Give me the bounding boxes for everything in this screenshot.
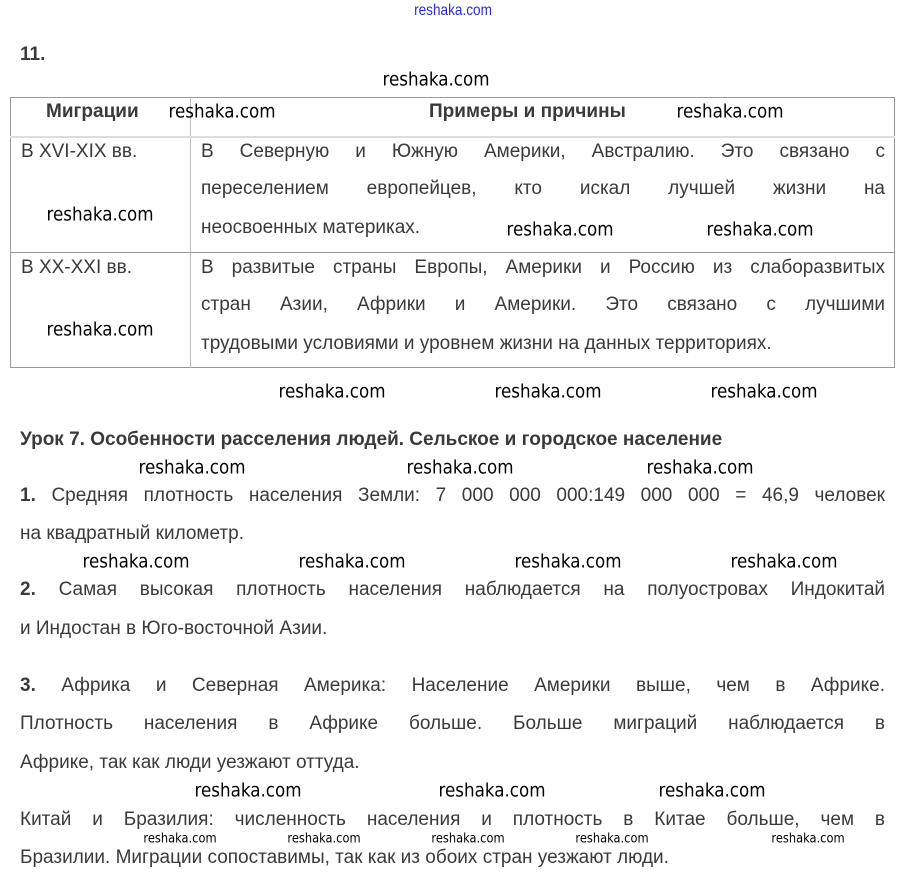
watermark: reshaka.com [287,831,361,847]
watermark: reshaka.com [706,218,814,241]
answer-text: Африке, так как люди уезжают оттуда. [20,752,360,773]
watermark: reshaka.com [278,380,386,403]
watermark: reshaka.com [771,831,845,847]
watermark: reshaka.com [194,779,302,802]
watermark: reshaka.com [143,831,217,847]
answer-number: 3. [20,675,36,696]
table-cell-period: В XX-XXI вв. [21,257,132,278]
watermark: reshaka.com [506,218,614,241]
table-cell-text: стран Азии, Африки и Америки. Это связано с лучшими [201,294,885,315]
table-cell-text: неосвоенных материках. [201,217,421,238]
answer-text: Африка и Северная Америка: Население Америки выше, чем в Африке. [61,675,885,696]
watermark: reshaka.com [646,456,754,479]
watermark: reshaka.com [438,779,546,802]
lesson-title: Урок 7. Особенности расселения людей. Сельское и городское население [20,429,723,450]
answer-text: Средняя плотность населения Земли: 7 000 000 000:149 000 000 = 46,9 человек [51,485,885,506]
watermark: reshaka.com [46,203,154,226]
answer-number: 1. [20,485,36,506]
top-watermark: reshaka.com [414,2,492,19]
table-header-migrations: Миграции [46,101,139,122]
watermark: reshaka.com [138,456,246,479]
answer-number: 2. [20,579,36,600]
table-cell-text: В Северную и Южную Америки, Австралию. Это связано с [201,141,885,162]
watermark: reshaka.com [658,779,766,802]
watermark: reshaka.com [46,318,154,341]
watermark: reshaka.com [406,456,514,479]
answer-text: и Индостан в Юго-восточной Азии. [20,618,328,639]
watermark: reshaka.com [730,550,838,573]
watermark: reshaka.com [168,100,276,123]
watermark: reshaka.com [514,550,622,573]
answer-text: Самая высокая плотность населения наблюдается на полуостровах Индокитай [58,579,885,600]
watermark: reshaka.com [298,550,406,573]
table-cell-text: В развитые страны Европы, Америки и Россию из слаборазвитых [201,257,885,278]
table-cell-period: В XVI-XIX вв. [21,141,138,162]
watermark: reshaka.com [676,100,784,123]
watermark: reshaka.com [575,831,649,847]
watermark: reshaka.com [710,380,818,403]
answer-text: Бразилии. Миграции сопоставимы, так как из обоих стран уезжают люди. [20,847,669,868]
watermark: reshaka.com [431,831,505,847]
task-number: 11. [20,44,46,65]
answer-text: Китай и Бразилия: численность населения и плотность в Китае больше, чем в [20,809,885,830]
watermark: reshaka.com [82,550,190,573]
watermark: reshaka.com [494,380,602,403]
answer-text: на квадратный километр. [20,523,244,544]
table-header-examples: Примеры и причины [429,101,626,122]
answer-text: Плотность населения в Африке больше. Больше миграций наблюдается в [20,713,885,734]
table-cell-text: трудовыми условиями и уровнем жизни на данных территориях. [201,333,772,354]
watermark: reshaka.com [382,68,490,91]
table-cell-text: переселением европейцев, кто искал лучшей жизни на [201,178,885,199]
